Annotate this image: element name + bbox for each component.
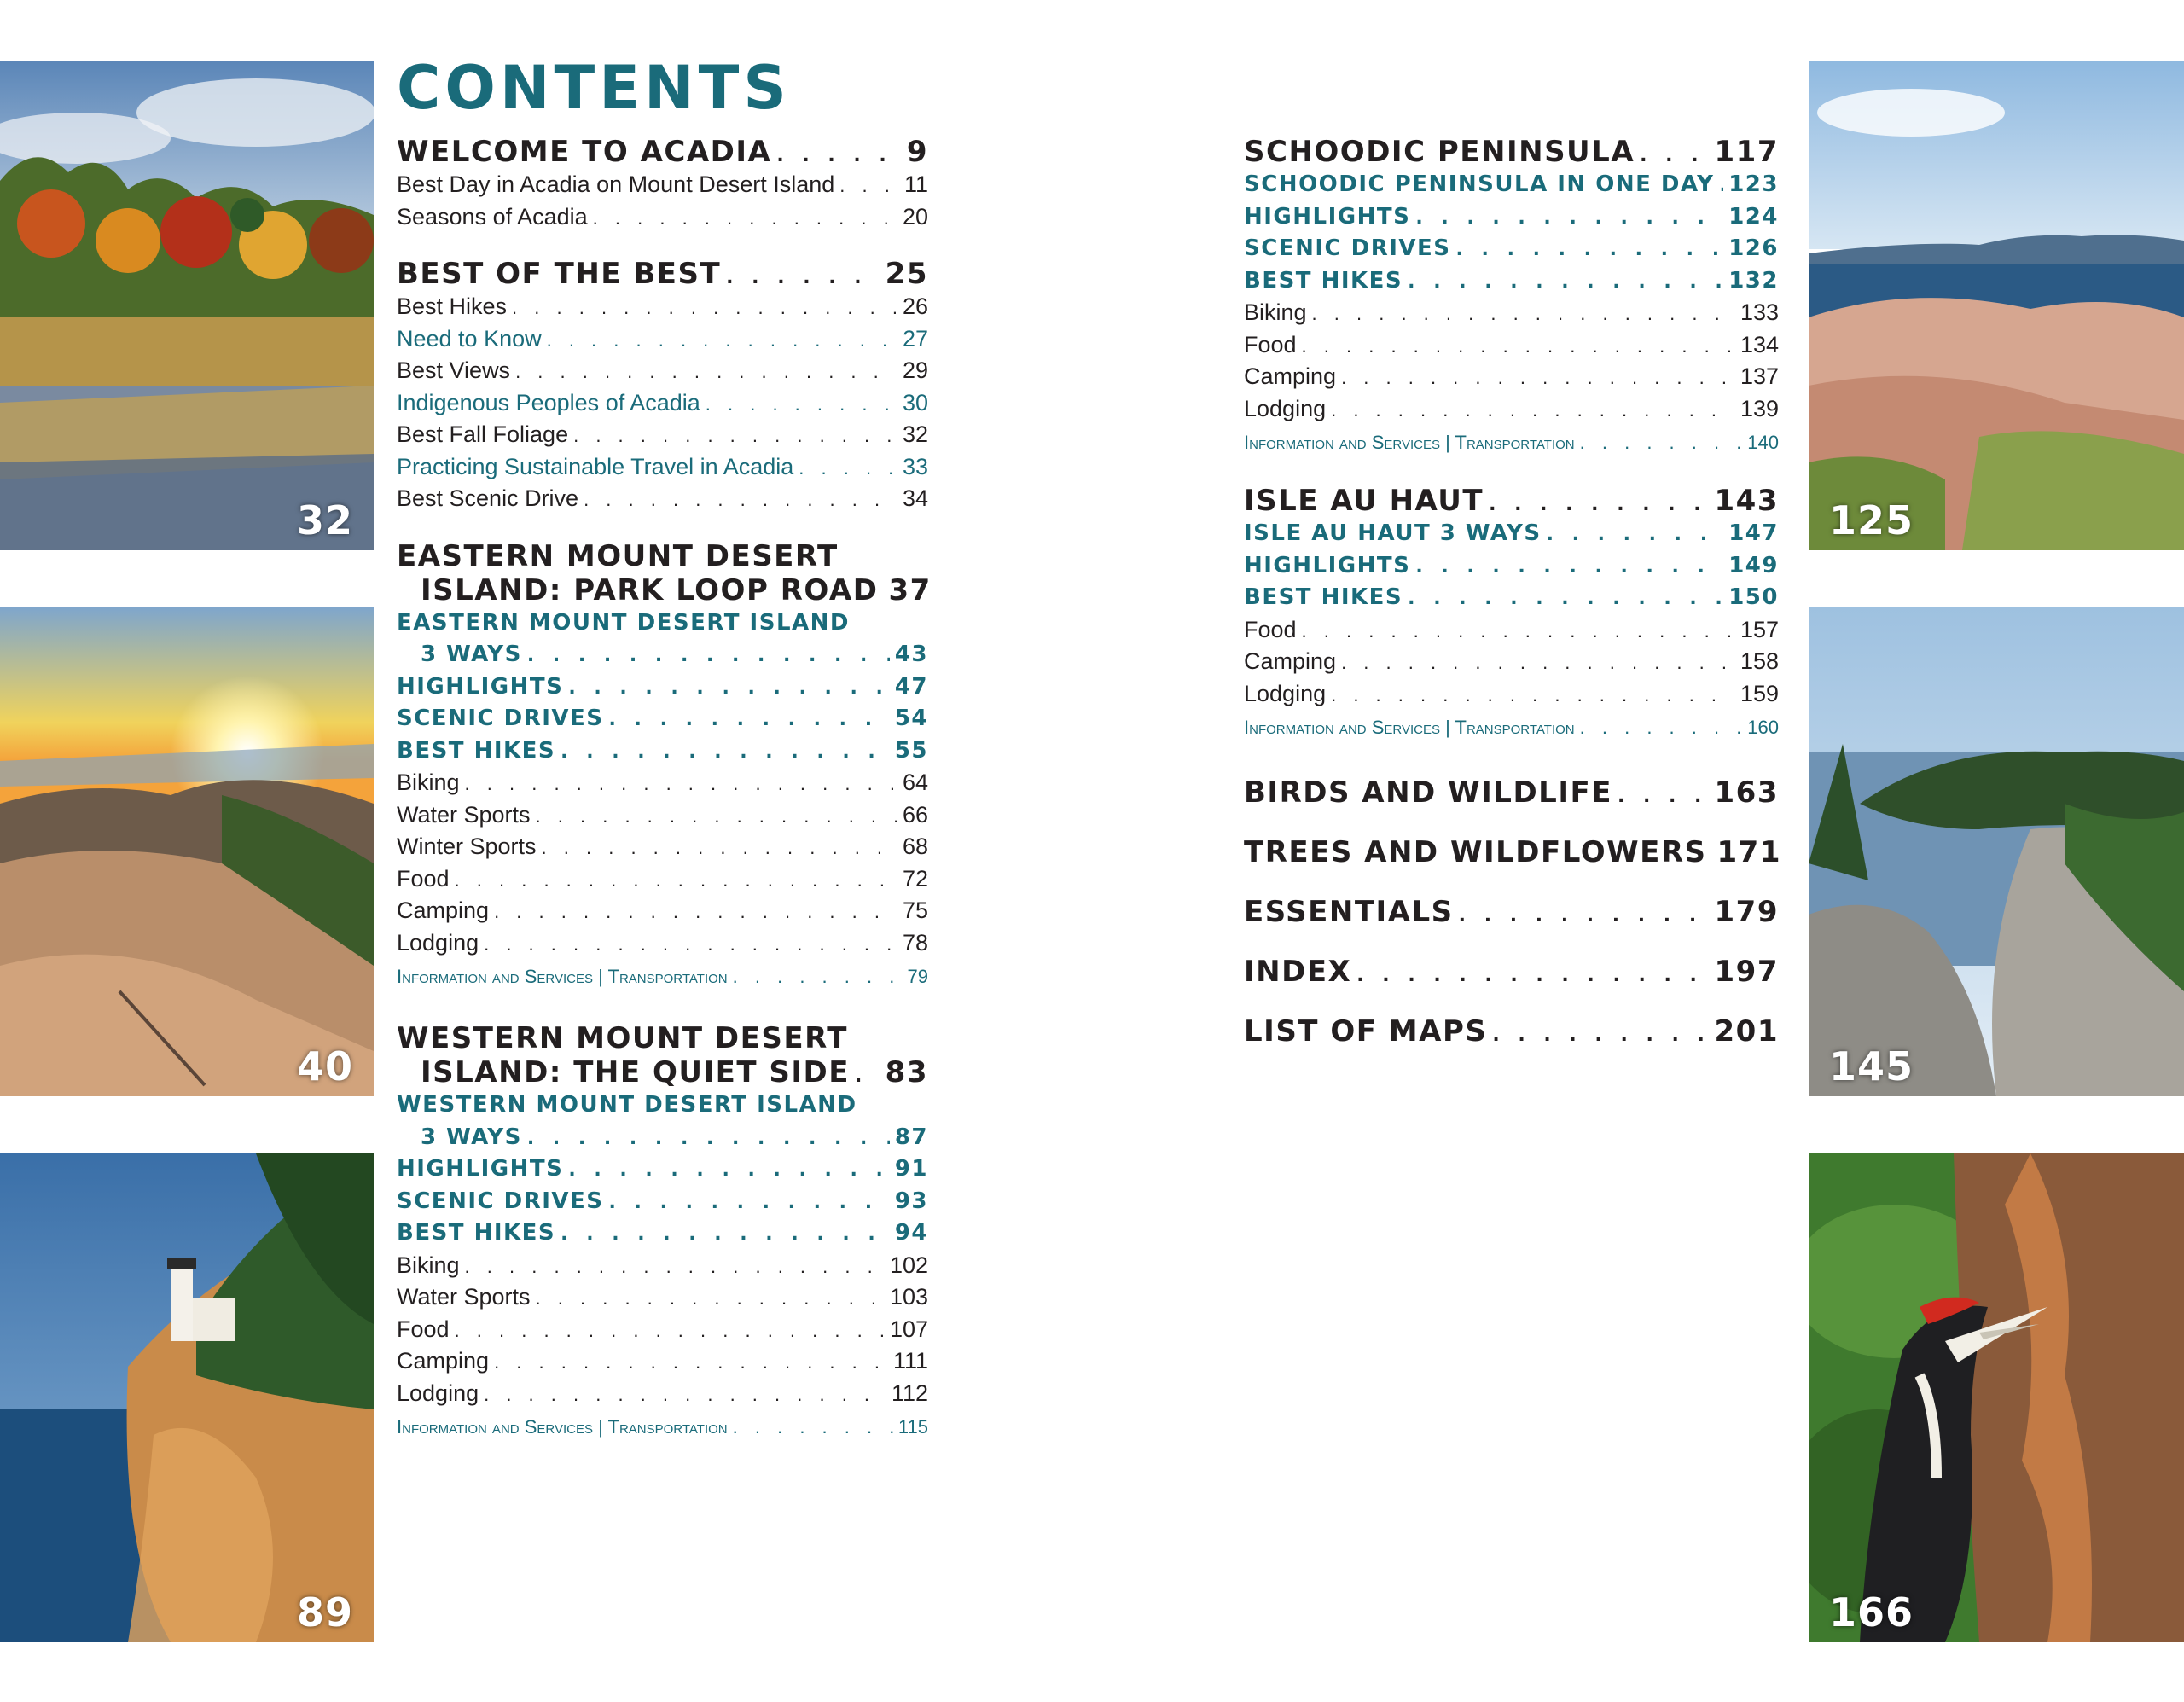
- toc-backmatter[interactable]: LIST OF MAPS . . . 201: [1244, 1014, 1779, 1049]
- toc-entry[interactable]: Food . . . 72: [397, 863, 928, 896]
- toc-section[interactable]: BEST HIKES . . . 132: [1244, 265, 1779, 298]
- toc-entry[interactable]: Best Day in Acadia on Mount Desert Island . . . 11: [397, 169, 928, 201]
- toc-section-continued[interactable]: 3 WAYS . . . 43: [397, 639, 928, 671]
- toc-chapter[interactable]: WELCOME TO ACADIA . . . 9: [397, 135, 928, 169]
- toc-info-entry[interactable]: Information and Services | Transportation . . . 115: [397, 1409, 928, 1444]
- toc-entry[interactable]: Water Sports . . . 103: [397, 1281, 928, 1314]
- photo-page-number: 145: [1829, 1043, 1914, 1089]
- photo-isle-au-haut-coast: [1809, 607, 2184, 1096]
- toc-entry[interactable]: Indigenous Peoples of Acadia . . . 30: [397, 387, 928, 420]
- toc-backmatter[interactable]: INDEX . . . 197: [1244, 955, 1779, 989]
- toc-section[interactable]: WESTERN MOUNT DESERT ISLAND: [397, 1092, 857, 1118]
- toc-section[interactable]: SCENIC DRIVES . . . 54: [397, 703, 928, 735]
- photo-page-number: 166: [1829, 1589, 1914, 1635]
- photo-schoodic-granite: [1809, 61, 2184, 550]
- toc-entry[interactable]: Practicing Sustainable Travel in Acadia . . . 33: [397, 451, 928, 484]
- photo-page-number: 32: [296, 497, 353, 543]
- toc-entry[interactable]: Camping . . . 111: [397, 1345, 928, 1378]
- toc-entry[interactable]: Food . . . 107: [397, 1314, 928, 1346]
- toc-entry[interactable]: Camping . . . 137: [1244, 361, 1779, 393]
- toc-entry[interactable]: Camping . . . 75: [397, 895, 928, 927]
- toc-entry[interactable]: Water Sports . . . 66: [397, 799, 928, 832]
- photo-page-number: 125: [1829, 497, 1914, 543]
- photo-page-number: 89: [296, 1589, 353, 1635]
- toc-chapter[interactable]: WESTERN MOUNT DESERT: [397, 1021, 848, 1055]
- photo-pileated-woodpecker: [1809, 1153, 2184, 1642]
- toc-entry[interactable]: Biking . . . 64: [397, 767, 928, 799]
- photo-sunrise-cadillac: [0, 607, 374, 1096]
- toc-chapter[interactable]: SCHOODIC PENINSULA . . . 117: [1244, 135, 1779, 169]
- toc-section-continued[interactable]: 3 WAYS . . . 87: [397, 1122, 928, 1154]
- toc-entry[interactable]: Food . . . 134: [1244, 329, 1779, 362]
- toc-chapter-continued[interactable]: ISLAND: THE QUIET SIDE . . . 83: [397, 1055, 928, 1089]
- toc-entry[interactable]: Food . . . 157: [1244, 614, 1779, 647]
- toc-section[interactable]: BEST HIKES . . . 55: [397, 735, 928, 768]
- toc-backmatter[interactable]: TREES AND WILDFLOWERS 171: [1244, 835, 1781, 869]
- toc-section[interactable]: BEST HIKES . . . 94: [397, 1217, 928, 1250]
- toc-chapter-continued[interactable]: ISLAND: PARK LOOP ROAD 37: [421, 572, 932, 607]
- photo-page-number: 40: [296, 1043, 353, 1089]
- toc-section[interactable]: HIGHLIGHTS . . . 47: [397, 671, 928, 704]
- toc-section[interactable]: SCHOODIC PENINSULA IN ONE DAY . . . 123: [1244, 169, 1779, 201]
- toc-entry[interactable]: Biking . . . 102: [397, 1250, 928, 1282]
- toc-info-entry[interactable]: Information and Services | Transportation . . . 79: [397, 959, 928, 994]
- toc-entry[interactable]: Seasons of Acadia . . . 20: [397, 201, 928, 234]
- toc-section[interactable]: SCENIC DRIVES . . . 126: [1244, 233, 1779, 265]
- toc-entry[interactable]: Need to Know . . . 27: [397, 323, 928, 356]
- toc-entry[interactable]: Lodging . . . 139: [1244, 393, 1779, 426]
- toc-entry[interactable]: Lodging . . . 159: [1244, 678, 1779, 711]
- photo-lighthouse: [0, 1153, 374, 1642]
- toc-backmatter[interactable]: ESSENTIALS . . . 179: [1244, 895, 1779, 929]
- toc-info-entry[interactable]: Information and Services | Transportation . . . 160: [1244, 710, 1779, 745]
- page-title: CONTENTS: [397, 53, 791, 123]
- toc-section[interactable]: SCENIC DRIVES . . . 93: [397, 1186, 928, 1218]
- toc-entry[interactable]: Lodging . . . 78: [397, 927, 928, 960]
- toc-entry[interactable]: Biking . . . 133: [1244, 297, 1779, 329]
- toc-entry[interactable]: Best Hikes . . . 26: [397, 291, 928, 323]
- toc-entry[interactable]: Best Views . . . 29: [397, 355, 928, 387]
- toc-chapter[interactable]: EASTERN MOUNT DESERT: [397, 538, 839, 573]
- toc-chapter[interactable]: ISLE AU HAUT . . . 143: [1244, 484, 1779, 518]
- toc-section[interactable]: ISLE AU HAUT 3 WAYS . . . 147: [1244, 518, 1779, 550]
- toc-section[interactable]: HIGHLIGHTS . . . 91: [397, 1153, 928, 1186]
- toc-section[interactable]: BEST HIKES . . . 150: [1244, 582, 1779, 614]
- photo-autumn-marsh: [0, 61, 374, 550]
- toc-entry[interactable]: Best Scenic Drive . . . 34: [397, 483, 928, 515]
- toc-section[interactable]: EASTERN MOUNT DESERT ISLAND: [397, 609, 850, 636]
- toc-backmatter[interactable]: BIRDS AND WILDLIFE . . . 163: [1244, 775, 1779, 810]
- toc-entry[interactable]: Winter Sports . . . 68: [397, 831, 928, 863]
- toc-section[interactable]: HIGHLIGHTS . . . 149: [1244, 550, 1779, 583]
- toc-right-column: [1244, 135, 1779, 1074]
- toc-entry[interactable]: Best Fall Foliage . . . 32: [397, 419, 928, 451]
- toc-info-entry[interactable]: Information and Services | Transportation . . . 140: [1244, 425, 1779, 460]
- toc-left-column: [397, 135, 932, 1444]
- toc-entry[interactable]: Lodging . . . 112: [397, 1378, 928, 1410]
- toc-entry[interactable]: Camping . . . 158: [1244, 646, 1779, 678]
- toc-chapter[interactable]: BEST OF THE BEST . . . 25: [397, 257, 928, 291]
- toc-section[interactable]: HIGHLIGHTS . . . 124: [1244, 201, 1779, 234]
